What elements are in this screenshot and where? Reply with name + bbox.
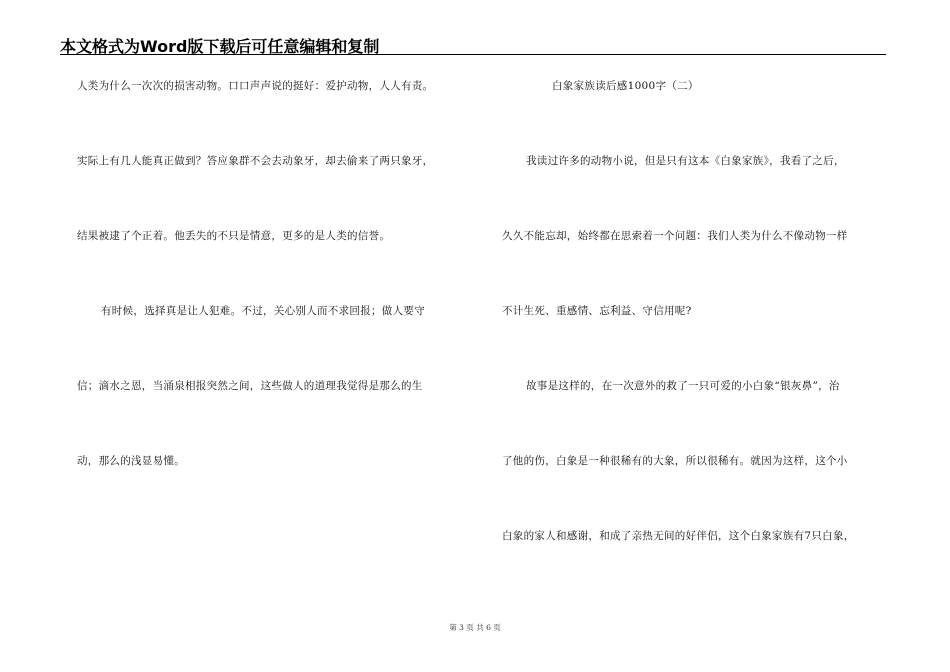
right-line-4: 故事是这样的，在一次意外的救了一只可爱的小白象“银灰鼻”，治 (526, 380, 840, 392)
right-line-5: 了他的伤，白象是一种很稀有的大象，所以很稀有。就因为这样，这个小 (502, 455, 848, 467)
left-line-5: 信；滴水之恩，当涌泉相报突然之间，这些做人的道理我觉得是那么的生 (77, 380, 423, 392)
right-line-1: 我读过许多的动物小说，但是只有这本《白象家族》，我看了之后， (526, 155, 845, 167)
page-number: 第 3 页 共 6 页 (449, 623, 501, 632)
left-line-1: 人类为什么一次次的损害动物。口口声声说的挺好：爱护动物，人人有责。 (77, 80, 434, 92)
left-line-4: 有时候，选择真是让人犯难。不过，关心别人而不求回报；做人要守 (101, 305, 425, 317)
left-line-2: 实际上有几人能真正做到？答应象群不会去动象牙，却去偷来了两只象牙， (77, 155, 434, 167)
right-line-6: 白象的家人和感谢，和成了亲热无间的好伴侣，这个白象家族有7只白象， (502, 530, 855, 542)
right-line-2: 久久不能忘却，始终都在思索着一个问题：我们人类为什么不像动物一样 (502, 230, 848, 242)
left-line-6: 动，那么的浅显易懂。 (77, 455, 185, 467)
header-divider (60, 54, 886, 55)
document-header-title: 本文格式为Word版下载后可任意编辑和复制 (60, 37, 380, 56)
section-heading: 白象家族读后感1000字（二） (552, 80, 699, 92)
left-line-3: 结果被逮了个正着。他丢失的不只是情意，更多的是人类的信誉。 (77, 230, 391, 242)
right-line-3: 不计生死、重感情、忘利益、守信用呢? (502, 305, 692, 317)
